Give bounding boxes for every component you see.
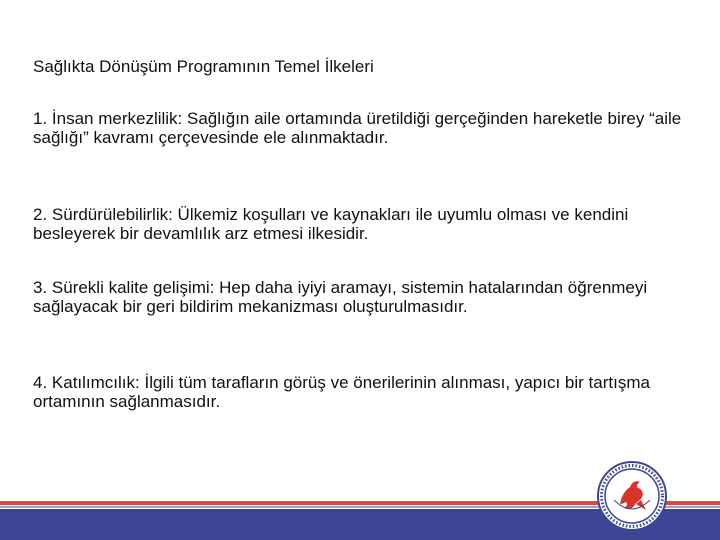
principle-paragraph-2: 2. Sürdürülebilirlik: Ülkemiz koşulları ve kaynakları ile uyumlu olması ve kendini besleyerek bir devamlılık arz etmesi ilkesidir. xyxy=(33,205,629,243)
principle-paragraph-1: 1. İnsan merkezlilik: Sağlığın aile ortamında üretildiği gerçeğinden hareketle birey “aile sağlığı” kavramı çerçevesinde ele alınmaktadır. xyxy=(33,109,682,147)
principle-paragraph-3: 3. Sürekli kalite gelişimi: Hep daha iyiyi aramayı, sistemin hatalarından öğrenmeyi sağlayacak bir geri bildirim mekanizması oluşturulmasıdır. xyxy=(33,278,648,316)
principle-paragraph-4: 4. Katılımcılık: İlgili tüm tarafların görüş ve önerilerinin alınması, yapıcı bir tartışma ortamının sağlanmasıdır. xyxy=(33,373,650,411)
slide-title: Sağlıkta Dönüşüm Programının Temel İlkeleri xyxy=(33,57,374,76)
university-seal-icon xyxy=(596,460,668,532)
